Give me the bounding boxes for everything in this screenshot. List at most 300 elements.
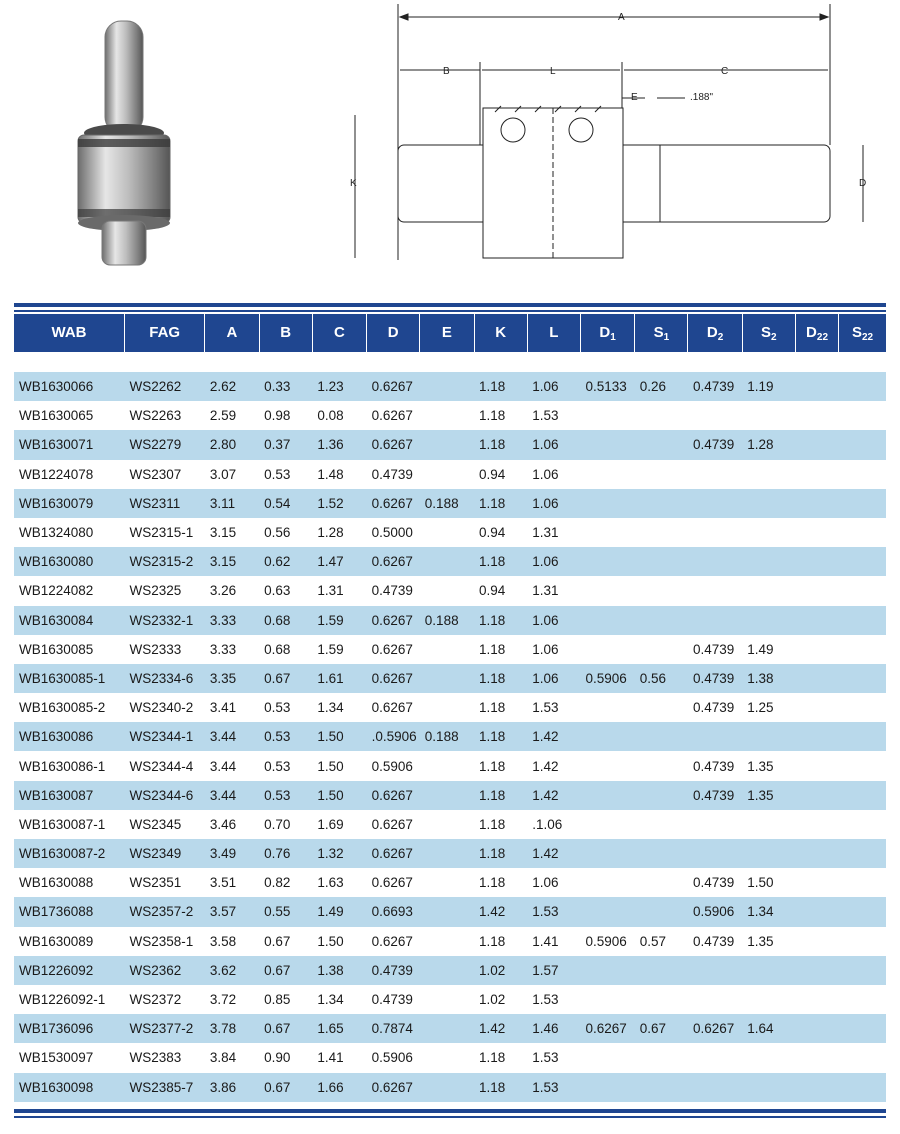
table-cell: 3.72	[205, 985, 259, 1014]
column-header-subscript: 1	[610, 331, 616, 343]
column-header-subscript: 1	[663, 331, 670, 343]
table-cell: 1.42	[474, 897, 527, 926]
table-cell: WB1630085	[14, 635, 125, 664]
column-header-label: D	[387, 323, 399, 341]
table-cell	[688, 576, 742, 605]
column-header	[420, 314, 474, 352]
table-cell: 3.84	[205, 1043, 259, 1072]
table-cell	[742, 547, 795, 576]
table-cell: WB1530097	[14, 1043, 125, 1072]
table-cell: WB1630066	[14, 372, 125, 401]
table-cell: 0.62	[259, 547, 312, 576]
top-rule	[14, 303, 886, 307]
table-cell	[795, 781, 838, 810]
table-cell: 1.50	[312, 781, 366, 810]
table-cell: 1.18	[474, 693, 527, 722]
table-cell	[420, 518, 474, 547]
table-cell: 0.53	[259, 693, 312, 722]
table-cell	[688, 489, 742, 518]
table-row	[14, 693, 886, 722]
dim-note-188: .188"	[690, 92, 714, 103]
table-cell: 3.44	[205, 722, 259, 751]
table-cell	[795, 722, 838, 751]
table-cell: 1.28	[742, 430, 795, 459]
column-header-label: S	[851, 323, 862, 341]
table-cell: 1.02	[474, 985, 527, 1014]
table-cell	[839, 1043, 886, 1072]
table-row	[14, 985, 886, 1014]
table-cell: 0.85	[259, 985, 312, 1014]
table-cell	[581, 985, 635, 1014]
table-cell: 0.6267	[367, 868, 420, 897]
table-cell	[742, 956, 795, 985]
table-cell: 0.4739	[688, 430, 742, 459]
table-cell	[420, 956, 474, 985]
table-cell: 3.15	[205, 518, 259, 547]
table-row	[14, 781, 886, 810]
table-cell	[635, 489, 688, 518]
table-cell: WS2307	[125, 460, 205, 489]
table-cell	[795, 693, 838, 722]
table-cell: .0.5906	[367, 722, 420, 751]
table-cell: 1.06	[527, 460, 580, 489]
table-cell	[742, 1043, 795, 1072]
table-cell	[742, 985, 795, 1014]
table-cell: 2.59	[205, 401, 259, 430]
column-header-label: D	[806, 323, 817, 341]
table-cell: 1.18	[474, 489, 527, 518]
table-cell: 1.59	[312, 606, 366, 635]
dim-label-d: D	[859, 178, 867, 189]
table-cell: 0.6693	[367, 897, 420, 926]
table-cell	[795, 576, 838, 605]
table-cell: 1.50	[312, 751, 366, 780]
table-cell	[581, 693, 635, 722]
table-cell: WB1630087-1	[14, 810, 125, 839]
table-cell	[839, 956, 886, 985]
table-cell: WS2333	[125, 635, 205, 664]
table-cell	[581, 576, 635, 605]
table-cell: 1.64	[742, 1014, 795, 1043]
table-cell: 1.18	[474, 372, 527, 401]
table-cell	[839, 722, 886, 751]
table-cell: WS2311	[125, 489, 205, 518]
table-cell: 3.41	[205, 693, 259, 722]
table-cell	[795, 897, 838, 926]
table-cell: 1.18	[474, 1043, 527, 1072]
table-cell: 0.4739	[367, 576, 420, 605]
table-cell: 0.6267	[367, 547, 420, 576]
column-header-subscript: 2	[771, 331, 777, 343]
table-cell: 0.4739	[688, 635, 742, 664]
table-cell: 0.6267	[367, 430, 420, 459]
spec-table	[14, 314, 886, 1102]
table-cell	[742, 460, 795, 489]
table-cell: WS2383	[125, 1043, 205, 1072]
table-cell: 3.07	[205, 460, 259, 489]
table-cell: 0.67	[259, 1073, 312, 1102]
table-cell	[688, 839, 742, 868]
table-cell: 0.53	[259, 722, 312, 751]
table-cell: 1.38	[312, 956, 366, 985]
table-cell: 0.90	[259, 1043, 312, 1072]
table-row	[14, 839, 886, 868]
table-cell: WB1324080	[14, 518, 125, 547]
table-cell	[839, 927, 886, 956]
table-row	[14, 897, 886, 926]
table-cell: 1.50	[742, 868, 795, 897]
table-cell: 0.4739	[688, 781, 742, 810]
table-cell: WB1630098	[14, 1073, 125, 1102]
table-cell	[795, 1073, 838, 1102]
column-header	[312, 314, 366, 352]
table-cell: 1.06	[527, 489, 580, 518]
table-row	[14, 868, 886, 897]
table-cell: 0.188	[420, 606, 474, 635]
table-cell: 1.47	[312, 547, 366, 576]
table-cell: WS2334-6	[125, 664, 205, 693]
table-row	[14, 810, 886, 839]
table-cell: 0.4739	[688, 751, 742, 780]
table-cell	[581, 956, 635, 985]
dimension-drawing	[325, 0, 885, 270]
table-cell: 0.6267	[367, 693, 420, 722]
column-header	[581, 314, 635, 352]
table-cell: 1.18	[474, 722, 527, 751]
table-row	[14, 489, 886, 518]
table-cell: 1.31	[527, 518, 580, 547]
table-cell	[581, 1073, 635, 1102]
table-cell: WB1736096	[14, 1014, 125, 1043]
table-cell: 0.6267	[367, 606, 420, 635]
table-cell	[420, 781, 474, 810]
table-cell	[839, 460, 886, 489]
table-cell	[742, 1073, 795, 1102]
table-cell: 0.6267	[367, 372, 420, 401]
table-cell: 0.08	[312, 401, 366, 430]
table-cell	[839, 781, 886, 810]
table-cell	[581, 722, 635, 751]
table-cell	[635, 635, 688, 664]
table-cell: WS2372	[125, 985, 205, 1014]
column-header-subscript: 2	[717, 331, 724, 343]
table-cell: 1.63	[312, 868, 366, 897]
table-cell: 1.42	[527, 722, 580, 751]
table-cell	[420, 664, 474, 693]
table-cell: 0.5000	[367, 518, 420, 547]
table-cell	[742, 401, 795, 430]
table-cell	[795, 489, 838, 518]
table-cell: WB1630080	[14, 547, 125, 576]
table-cell: 3.49	[205, 839, 259, 868]
table-row	[14, 1043, 886, 1072]
table-cell	[839, 868, 886, 897]
table-cell	[635, 1073, 688, 1102]
table-cell	[795, 518, 838, 547]
table-cell	[839, 576, 886, 605]
table-cell	[742, 606, 795, 635]
table-cell	[839, 751, 886, 780]
table-header	[14, 314, 886, 352]
table-cell	[635, 868, 688, 897]
table-cell: 0.55	[259, 897, 312, 926]
table-cell	[635, 781, 688, 810]
table-cell: WS2279	[125, 430, 205, 459]
column-header-subscript: 22	[816, 331, 829, 343]
table-cell	[581, 547, 635, 576]
table-cell: 0.6267	[367, 401, 420, 430]
table-cell: 0.26	[635, 372, 688, 401]
table-cell: WS2315-1	[125, 518, 205, 547]
table-cell: 1.25	[742, 693, 795, 722]
column-header-label: S	[761, 323, 772, 341]
table-cell	[420, 372, 474, 401]
table-cell: 0.5906	[367, 751, 420, 780]
table-cell	[839, 810, 886, 839]
table-cell: 1.66	[312, 1073, 366, 1102]
table-cell: 1.32	[312, 839, 366, 868]
table-cell: 0.6267	[367, 810, 420, 839]
table-cell	[581, 897, 635, 926]
table-cell	[635, 751, 688, 780]
table-cell	[795, 1014, 838, 1043]
table-cell	[795, 606, 838, 635]
column-header	[14, 314, 125, 352]
table-cell	[688, 460, 742, 489]
table-cell	[581, 489, 635, 518]
table-row	[14, 606, 886, 635]
bearing-photo	[60, 15, 210, 270]
header-row	[14, 314, 886, 352]
table-cell: WS2262	[125, 372, 205, 401]
table-cell: 1.57	[527, 956, 580, 985]
table-cell	[795, 401, 838, 430]
table-cell: 1.49	[312, 897, 366, 926]
table-cell: 0.63	[259, 576, 312, 605]
table-cell: 1.35	[742, 781, 795, 810]
column-header	[125, 314, 205, 352]
table-cell: WS2357-2	[125, 897, 205, 926]
table-cell	[581, 781, 635, 810]
table-cell: WB1226092	[14, 956, 125, 985]
table-cell: 1.18	[474, 635, 527, 664]
table-cell: WB1630085-2	[14, 693, 125, 722]
table-cell: 1.38	[742, 664, 795, 693]
table-cell: 1.18	[474, 606, 527, 635]
column-header-label: D	[599, 323, 611, 341]
table-cell: WB1630086-1	[14, 751, 125, 780]
table-cell: 0.67	[259, 664, 312, 693]
table-cell	[742, 489, 795, 518]
table-cell: WB1630085-1	[14, 664, 125, 693]
table-cell: 0.53	[259, 460, 312, 489]
table-cell: 3.35	[205, 664, 259, 693]
table-cell	[420, 868, 474, 897]
table-cell: 0.82	[259, 868, 312, 897]
table-row	[14, 722, 886, 751]
table-cell: WB1736088	[14, 897, 125, 926]
table-cell: WS2358-1	[125, 927, 205, 956]
table-cell: 1.31	[527, 576, 580, 605]
table-cell	[635, 839, 688, 868]
table-cell: 1.34	[312, 985, 366, 1014]
table-cell	[688, 810, 742, 839]
table-cell: WS2345	[125, 810, 205, 839]
table-cell: 1.06	[527, 547, 580, 576]
table-cell: 1.06	[527, 635, 580, 664]
column-header-label: A	[226, 323, 238, 341]
table-cell: 1.18	[474, 401, 527, 430]
table-cell: 1.18	[474, 868, 527, 897]
table-cell: 0.33	[259, 372, 312, 401]
column-header-label: D	[706, 323, 718, 341]
table-cell	[795, 985, 838, 1014]
table-cell	[795, 460, 838, 489]
column-header-label: WAB	[51, 323, 87, 341]
table-cell	[635, 547, 688, 576]
table-row	[14, 751, 886, 780]
table-cell	[420, 460, 474, 489]
table-cell	[635, 956, 688, 985]
table-cell: 1.50	[312, 927, 366, 956]
table-cell: 1.02	[474, 956, 527, 985]
table-cell	[795, 664, 838, 693]
table-cell	[839, 1073, 886, 1102]
table-cell: 1.53	[527, 693, 580, 722]
table-cell	[420, 1014, 474, 1043]
column-header	[839, 314, 886, 352]
table-cell	[635, 430, 688, 459]
table-cell: 3.11	[205, 489, 259, 518]
table-cell	[839, 635, 886, 664]
table-cell: WS2344-6	[125, 781, 205, 810]
table-row	[14, 956, 886, 985]
table-cell: 1.69	[312, 810, 366, 839]
table-cell: 0.94	[474, 576, 527, 605]
table-cell: WS2362	[125, 956, 205, 985]
table-cell: WB1630084	[14, 606, 125, 635]
table-cell	[839, 401, 886, 430]
table-cell: 1.23	[312, 372, 366, 401]
table-cell	[635, 576, 688, 605]
table-cell	[420, 897, 474, 926]
table-row	[14, 1073, 886, 1102]
table-cell: WS2340-2	[125, 693, 205, 722]
table-cell: 3.46	[205, 810, 259, 839]
table-body	[14, 352, 886, 1102]
table-cell	[795, 927, 838, 956]
table-cell: 0.68	[259, 635, 312, 664]
table-cell: 1.06	[527, 430, 580, 459]
column-header-label: S	[653, 323, 664, 341]
table-cell: 0.98	[259, 401, 312, 430]
table-cell: 1.53	[527, 897, 580, 926]
table-row	[14, 576, 886, 605]
table-cell: 0.4739	[688, 372, 742, 401]
table-cell: WB1630079	[14, 489, 125, 518]
table-cell: .1.06	[527, 810, 580, 839]
table-cell	[688, 547, 742, 576]
table-cell: 3.62	[205, 956, 259, 985]
table-cell: 1.42	[527, 781, 580, 810]
table-cell	[581, 1043, 635, 1072]
dim-label-c: C	[721, 66, 729, 77]
table-cell	[839, 518, 886, 547]
table-cell	[420, 547, 474, 576]
table-cell: 1.18	[474, 547, 527, 576]
table-cell: 0.4739	[367, 460, 420, 489]
table-cell: 2.62	[205, 372, 259, 401]
column-header	[742, 314, 795, 352]
table-cell: 0.4739	[367, 985, 420, 1014]
table-cell: 1.65	[312, 1014, 366, 1043]
table-cell: 1.18	[474, 430, 527, 459]
table-cell: 0.56	[635, 664, 688, 693]
table-cell: WB1630087	[14, 781, 125, 810]
table-cell	[420, 430, 474, 459]
table-cell: 1.18	[474, 1073, 527, 1102]
table-cell	[795, 868, 838, 897]
table-cell: WB1224078	[14, 460, 125, 489]
table-cell	[635, 985, 688, 1014]
table-cell: 1.06	[527, 606, 580, 635]
table-cell: 1.41	[312, 1043, 366, 1072]
table-cell: 0.4739	[367, 956, 420, 985]
table-cell	[795, 635, 838, 664]
table-cell: 0.57	[635, 927, 688, 956]
table-cell	[581, 751, 635, 780]
table-cell	[635, 693, 688, 722]
table-cell: 0.53	[259, 781, 312, 810]
table-cell: 0.6267	[367, 664, 420, 693]
column-header-label: L	[549, 323, 559, 341]
table-cell	[839, 897, 886, 926]
table-cell: 0.53	[259, 751, 312, 780]
table-cell	[635, 810, 688, 839]
table-cell: 0.4739	[688, 868, 742, 897]
table-cell: 1.53	[527, 985, 580, 1014]
table-cell	[635, 518, 688, 547]
table-row	[14, 401, 886, 430]
table-cell: 1.18	[474, 781, 527, 810]
table-cell: 0.6267	[367, 927, 420, 956]
table-cell: 0.6267	[367, 489, 420, 518]
table-cell: 0.68	[259, 606, 312, 635]
table-cell: 3.15	[205, 547, 259, 576]
table-cell: 1.35	[742, 927, 795, 956]
table-cell: WB1630089	[14, 927, 125, 956]
table-cell: 1.49	[742, 635, 795, 664]
table-cell: 0.188	[420, 722, 474, 751]
table-cell: 0.6267	[581, 1014, 635, 1043]
table-cell	[839, 664, 886, 693]
column-header	[205, 314, 259, 352]
table-cell	[635, 460, 688, 489]
table-cell	[839, 372, 886, 401]
table-cell: 1.18	[474, 927, 527, 956]
table-cell: WB1630065	[14, 401, 125, 430]
table-row	[14, 372, 886, 401]
table-cell: 1.59	[312, 635, 366, 664]
table-cell: 1.61	[312, 664, 366, 693]
table-cell: 1.19	[742, 372, 795, 401]
table-cell: 0.6267	[367, 635, 420, 664]
table-row	[14, 460, 886, 489]
table-cell: 3.57	[205, 897, 259, 926]
table-cell: WS2344-1	[125, 722, 205, 751]
table-cell: 0.6267	[367, 1073, 420, 1102]
table-cell: 1.52	[312, 489, 366, 518]
